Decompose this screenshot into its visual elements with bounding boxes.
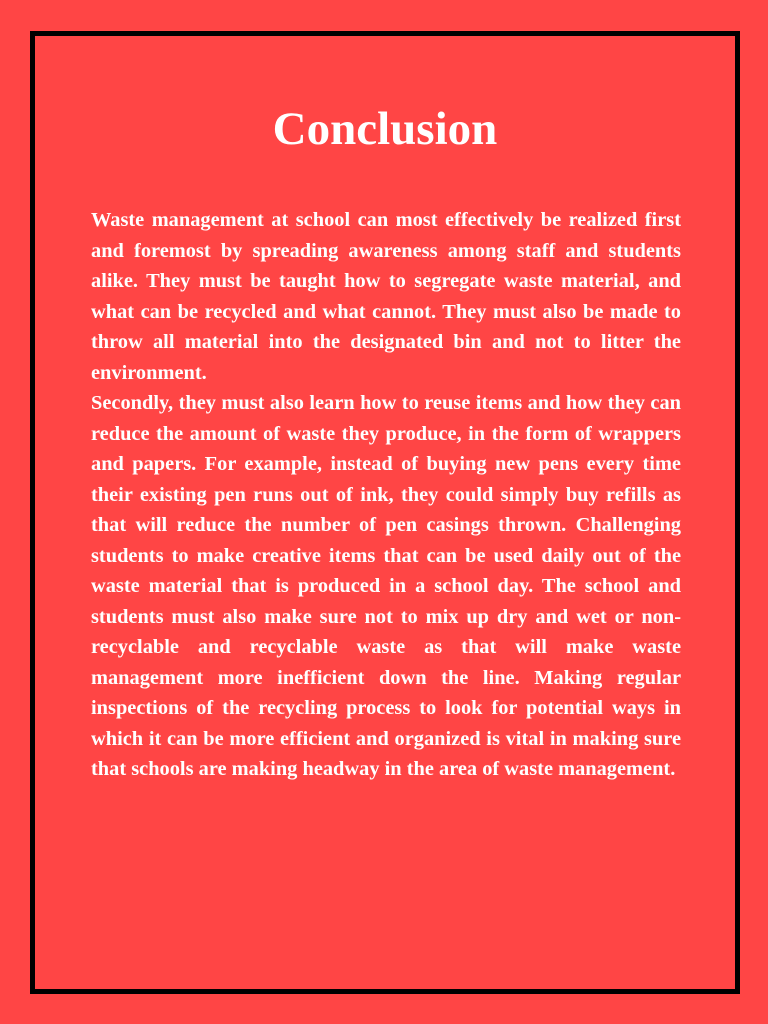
page-title: Conclusion (272, 103, 498, 155)
paragraph: Waste management at school can most effectively be realized first and foremost by spreading awareness among staff and students alike. They must be taught how to segregate waste material, and what can be recycled and what cannot. They must also be made to throw all material into the designated bin and not to litter the environment. (91, 209, 681, 384)
paragraph: Secondly, they must also learn how to reuse items and how they can reduce the amount of waste they produce, in the form of wrappers and papers. For example, instead of buying new pens every time their existing pen runs out of ink, they could simply buy refills as that will reduce the number of pen casings thrown. Challenging students to make creative items that can be used daily out of the waste material that is produced in a school day. The school and students must also make sure not to mix up dry and wet or non-recyclable and recyclable waste as that will make waste management more inefficient down the line. Making regular inspections of the recycling process to look for potential ways in which it can be more efficient and organized is vital in making sure that schools are making headway in the area of waste management. (91, 392, 681, 780)
conclusion-body (91, 205, 681, 785)
page-border-frame (30, 31, 740, 994)
